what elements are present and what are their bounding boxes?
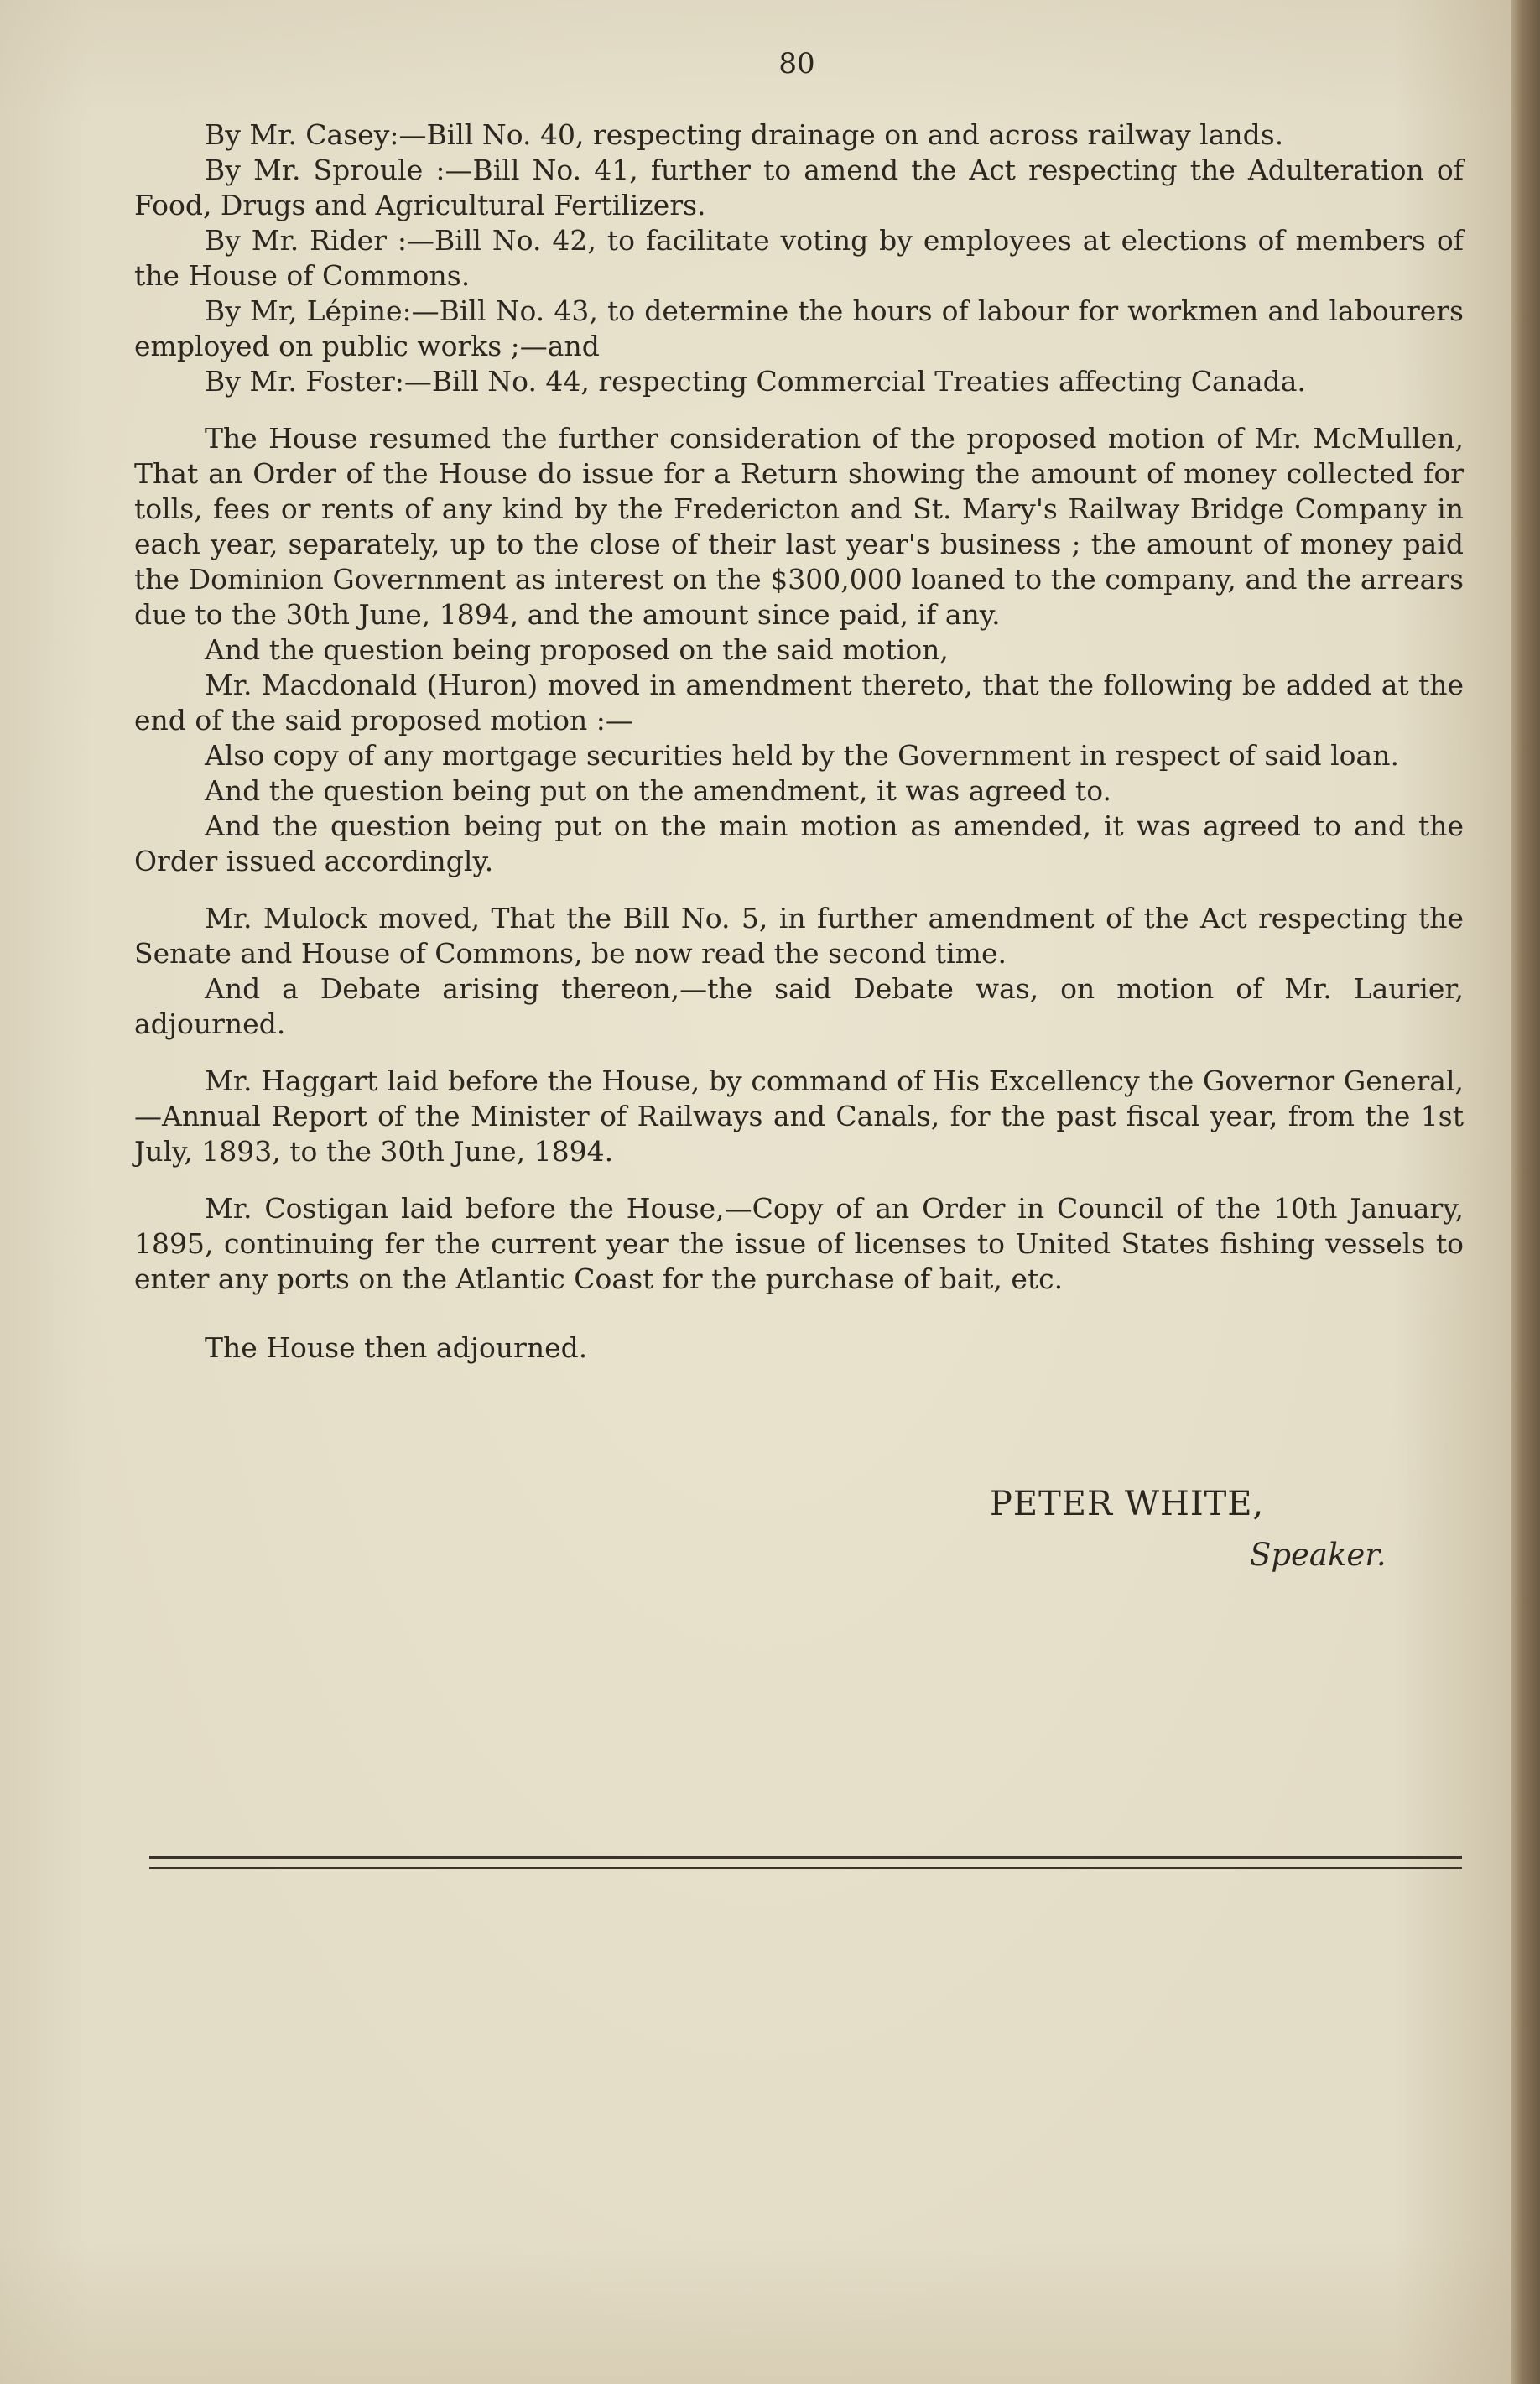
- paragraph-macdonald-amendment: Mr. Macdonald (Huron) moved in amendment thereto, that the following be added at the end of the said proposed motion :—: [134, 669, 1464, 737]
- paragraph-mcmullen-motion: The House resumed the further consideration of the proposed motion of Mr. McMullen, That an Order of the House do issue for a Return showing the amount of money collected for tolls, fees or rents of any kind by the Fredericton and St. Mary's Railway Bridge Company in each year, separately, up to the close of their last year's business ; the amount of money paid the Dominion Government as interest on the $300,000 loaned to the company, and the arrears due to the 30th June, 1894, and the amount since paid, if any.: [134, 422, 1464, 631]
- closing-rule-thick: [149, 1856, 1462, 1859]
- speaker-name: PETER WHITE,: [990, 1485, 1265, 1523]
- paragraph-haggart-report: Mr. Haggart laid before the House, by command of His Excellency the Governor General,—Annual Report of the Minister of Railways and Canals, for the past fiscal year, from the 1st July, 1893, to the 30th June, 1894.: [134, 1064, 1464, 1168]
- closing-rule-thin: [149, 1867, 1462, 1869]
- paragraph-bill-41: By Mr. Sproule :—Bill No. 41, further to amend the Act respecting the Adulteration of Food, Drugs and Agricultural Fertilizers.: [134, 154, 1464, 221]
- paragraph-question-proposed: And the question being proposed on the said motion,: [205, 633, 949, 666]
- paragraph-bill-43: By Mr, Lépine:—Bill No. 43, to determine the hours of labour for workmen and labourers employed on public works ;—and: [134, 294, 1464, 362]
- paragraph-bill-44: By Mr. Foster:—Bill No. 44, respecting Commercial Treaties affecting Canada.: [205, 365, 1306, 398]
- paragraph-debate-adjourned: And a Debate arising thereon,—the said Debate was, on motion of Mr. Laurier, adjourned.: [134, 972, 1464, 1040]
- paragraph-mortgage-securities: Also copy of any mortgage securities held by the Government in respect of said loan.: [205, 739, 1399, 772]
- paragraph-bill-42: By Mr. Rider :—Bill No. 42, to facilitate voting by employees at elections of members of the House of Commons.: [134, 224, 1464, 292]
- page-number: 80: [778, 47, 815, 81]
- paragraph-costigan-order: Mr. Costigan laid before the House,—Copy of an Order in Council of the 10th January, 1895, continuing fer the current year the issue of licenses to United States fishing vessels to enter any ports on the Atlantic Coast for the purchase of bait, etc.: [134, 1192, 1464, 1295]
- paragraph-house-adjourned: The House then adjourned.: [205, 1331, 588, 1364]
- journal-text: [134, 117, 1464, 1366]
- paragraph-bill-40: By Mr. Casey:—Bill No. 40, respecting drainage on and across railway lands.: [205, 118, 1284, 151]
- page-edge: [1511, 0, 1540, 2384]
- paragraph-mulock-motion: Mr. Mulock moved, That the Bill No. 5, in further amendment of the Act respecting the Senate and House of Commons, be now read the second time.: [134, 902, 1464, 970]
- paragraph-main-motion-agreed: And the question being put on the main motion as amended, it was agreed to and the Order issued accordingly.: [134, 809, 1464, 877]
- paragraph-amendment-agreed: And the question being put on the amendment, it was agreed to.: [205, 774, 1111, 807]
- speaker-title: Speaker.: [1250, 1537, 1387, 1573]
